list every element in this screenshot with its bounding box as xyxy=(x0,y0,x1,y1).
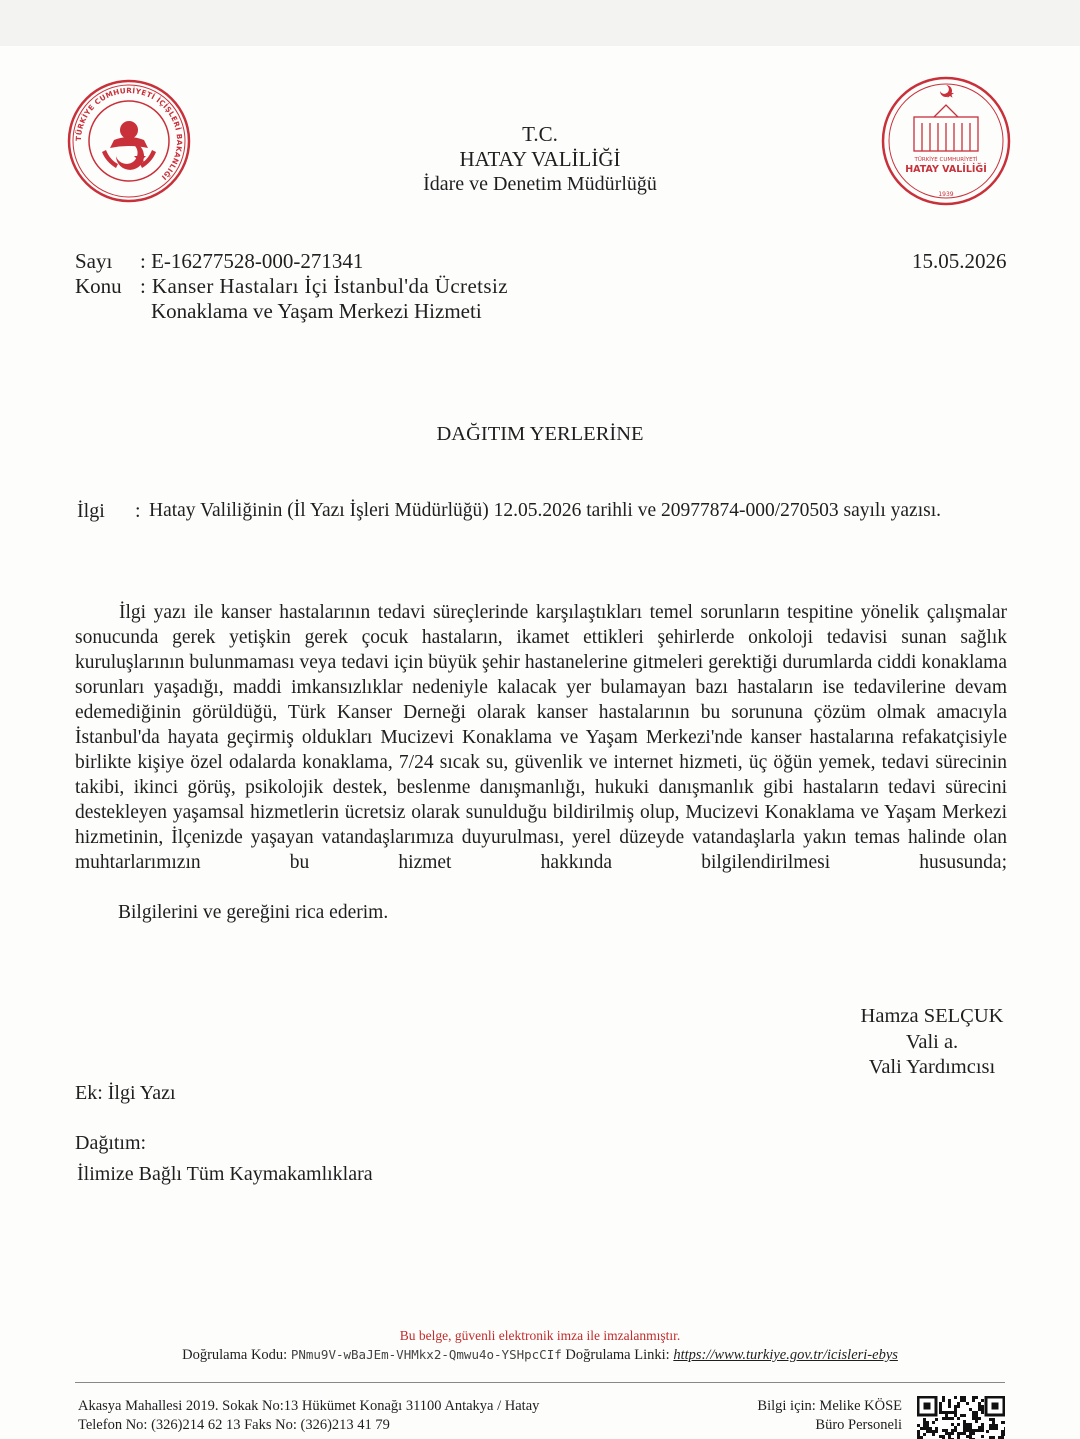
seal-country-text: TÜRKİYE CUMHURİYETİ xyxy=(914,157,978,163)
footer-phone: Telefon No: (326)214 62 13 Faks No: (326)213 41 79 xyxy=(78,1417,390,1433)
konu-label: Konu xyxy=(75,274,122,298)
header-valilik: HATAY VALİLİĞİ xyxy=(459,147,621,171)
sayi-label: Sayı xyxy=(75,249,113,273)
qr-code-icon xyxy=(917,1396,1005,1439)
footer-divider xyxy=(75,1382,1005,1383)
seal-ring-text: TÜRKİYE CUMHURİYETİ İÇİŞLERİ BAKANLIĞI xyxy=(73,85,185,183)
distribution-value: İlimize Bağlı Tüm Kaymakamlıklara xyxy=(77,1163,373,1185)
signature-block xyxy=(842,1004,1022,1081)
closing-line: Bilgilerini ve gereğini rica ederim. xyxy=(118,902,389,923)
recipient-heading: DAĞITIM YERLERİNE xyxy=(436,423,644,445)
verify-code-label: Doğrulama Kodu: xyxy=(182,1347,288,1363)
header-tc: T.C. xyxy=(522,122,558,146)
attachment-line: Ek: İlgi Yazı xyxy=(75,1082,176,1104)
verify-link-label: Doğrulama Linki: xyxy=(565,1347,670,1363)
distribution-label: Dağıtım: xyxy=(75,1132,147,1154)
signer-title: Vali Yardımcısı xyxy=(868,1056,996,1078)
body-paragraph xyxy=(75,600,1007,875)
ilgi-colon: : xyxy=(135,500,141,522)
document-date: 15.05.2026 xyxy=(912,249,1007,273)
sayi-value: : E-16277528-000-271341 xyxy=(140,249,364,273)
header-mudurluk: İdare ve Denetim Müdürlüğü xyxy=(423,173,657,195)
signer-name: Hamza SELÇUK xyxy=(860,1005,1004,1027)
body-paragraph-text: İlgi yazı ile kanser hastalarının tedavi süreçlerinde karşılaştıkları temel sorunların tespitine yönelik çalışmalar sonucunda gerek yetişkin gerek çocuk hastaların, ikamet ettikleri şehirlerde onkoloji tedavisi sunan sağlık kuruluşlarının bulunmaması veya tedavi için büyük şehir hastanelerine gitmeleri gerektiği durumlarda ciddi konaklama sorunları yaşadığı, maddi imkansızlıklar nedeniyle kalacak yer bulamayan bazı hastaların ise tedavilerine devam edemediğinin görüldüğü, Türk Kanser Derneği olarak kanser hastalarının bu sorununa çözüm olmak amacıyla İstanbul'da hayata geçirmiş oldukları Mucizevi Konaklama ve Yaşam Merkezi'nde kanser hastalarına refakatçisiyle birlikte kişiye özel odalarda konaklama, 7/24 sıcak su, güvenlik ve internet hizmeti, üç öğün yemek, tedavi sürecinin takibi, ikinci görüş, psikolojik destek, beslenme danışmanlığı, hukuki danışmanlık gibi hastaların tedavi sürecini destekleyen yaşamsal hizmetlerin ücretsiz olarak sunulduğu bildirilmiş olup, Mucizevi Konaklama ve Yaşam Merkezi hizmetinin, İlçenizde yaşayan vatandaşlarımıza duyurulması, yerel düzeyde vatandaşlarla yakın temas halinde olan muhtarlarımızın bu hizmet hakkında bilgilendirilmesi hususunda; xyxy=(75,602,1007,873)
footer-contact-role: Büro Personeli xyxy=(815,1417,902,1433)
ministry-seal-icon xyxy=(66,78,192,204)
seal-year-text: 1939 xyxy=(938,191,954,198)
ilgi-text: Hatay Valiliğinin (İl Yazı İşleri Müdürlüğü) 12.05.2026 tarihli ve 20977874-000/270503 sayılı yazısı. xyxy=(149,500,942,521)
konu-line-2: Konaklama ve Yaşam Merkezi Hizmeti xyxy=(151,299,482,323)
verify-link[interactable]: https://www.turkiye.gov.tr/icisleri-ebys xyxy=(673,1347,898,1363)
hatay-seal-icon xyxy=(880,75,1012,207)
seal-title-text: HATAY VALİLİĞİ xyxy=(905,164,987,175)
esign-notice: Bu belge, güvenli elektronik imza ile imzalanmıştır. xyxy=(399,1328,681,1343)
verify-code: PNmu9V-wBaJEm-VHMkx2-Qmwu4o-YSHpcCIf xyxy=(290,1347,562,1362)
verification-line xyxy=(0,1347,1080,1364)
ilgi-label: İlgi xyxy=(77,500,105,522)
footer-contact: Bilgi için: Melike KÖSE xyxy=(757,1398,902,1414)
footer-address: Akasya Mahallesi 2019. Sokak No:13 Hükümet Konağı 31100 Antakya / Hatay xyxy=(78,1398,540,1414)
konu-line-1: : Kanser Hastaları İçi İstanbul'da Ücretsiz xyxy=(140,274,508,298)
signer-authority: Vali a. xyxy=(905,1030,959,1053)
